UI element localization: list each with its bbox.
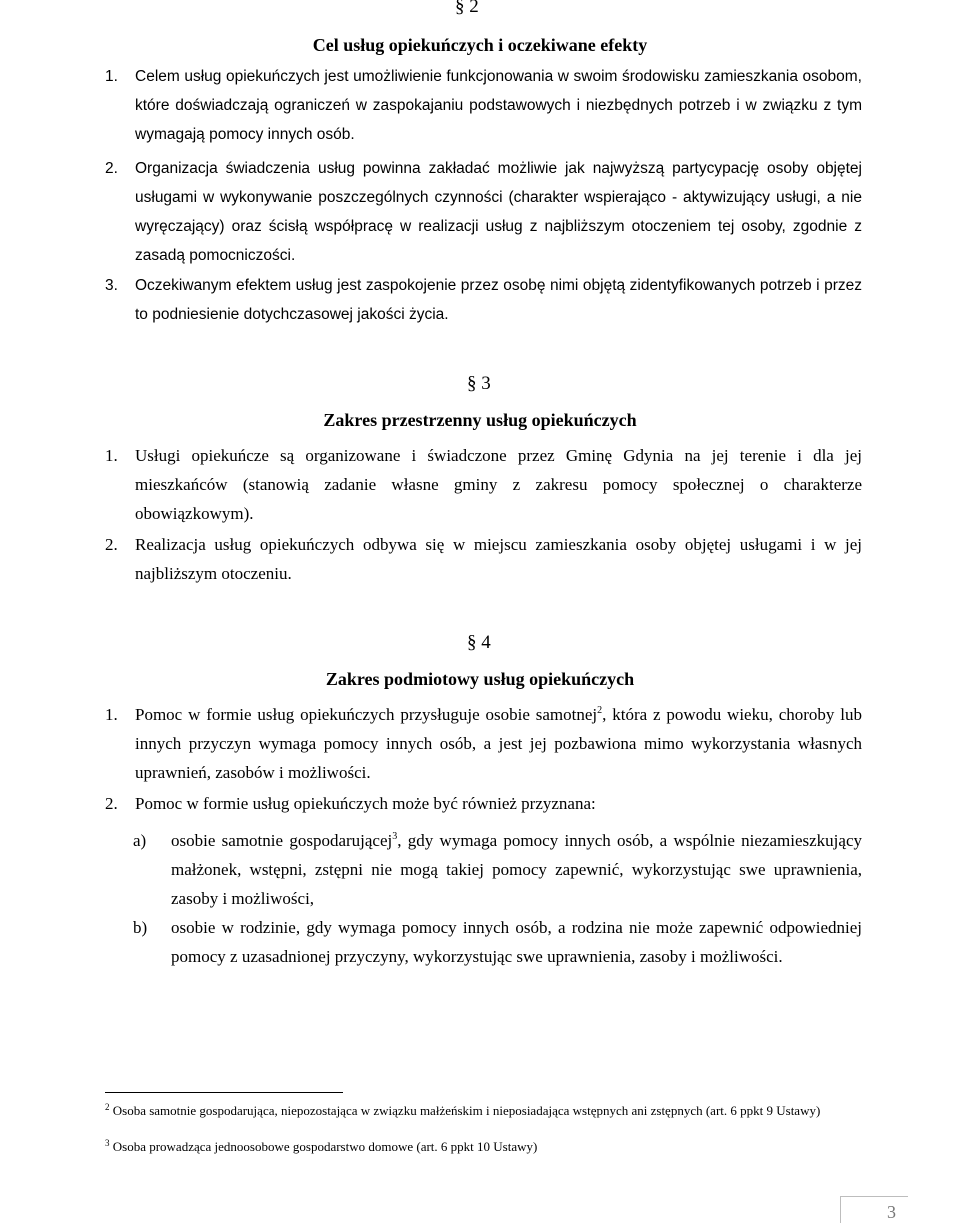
section-4-item-1: 1. Pomoc w formie usług opiekuńczych przysługuje osobie samotnej$^2$, która z powodu wieku, choroby lub innych przyczyn wymaga pomocy innych osób, a jest jej pozbawiona mimo wykorzystania własnych uprawnień, zasobów i możliwości. <box>105 705 862 782</box>
section-4-subitem-b: b) osobie w rodzinie, gdy wymaga pomocy innych osób, a rodzina nie może zapewnić odpowiedniej pomocy z uzasadnionej przyczyny, wykorzystując swe uprawnienia, zasoby i możliwości. <box>133 918 862 966</box>
footnote-ref-2[interactable]: 2 <box>597 705 603 716</box>
footnote-separator <box>105 1092 343 1093</box>
footnote-ref-3[interactable]: 3 <box>392 831 398 842</box>
section-2-item-2: 2. Organizacja świadczenia usług powinna zakładać możliwie jak najwyższą partycypację osoby objętej usługami w wykonywanie poszczególnych czynności (charakter wspierająco - aktywizujący usługi, a nie wyręczający) oraz ścisłą współpracę w realizacji usług z najbliższym otoczeniem tej osoby, zgodnie z zasadą pomocniczości. <box>105 160 862 264</box>
section-2-item-3: 3. Oczekiwanym efektem usług jest zaspokojenie przez osobę nimi objętą zidentyfikowanych potrzeb i przez to podniesienie dotychczasowej jakości życia. <box>105 277 862 323</box>
section-4-item-2: 2. Pomoc w formie usług opiekuńczych może być również przyznana: <box>105 794 596 813</box>
section-3-item-1: 1. Usługi opiekuńcze są organizowane i świadczone przez Gminę Gdynia na jej terenie i dla jej mieszkańców (stanowią zadanie własne gminy z zakresu pomocy społecznej o charakterze obowiązkowym). <box>105 446 862 523</box>
section-2-heading <box>455 0 479 18</box>
section-3-heading <box>467 373 491 395</box>
section-2-title: Cel usług opiekuńczych i oczekiwane efekty <box>312 35 648 55</box>
section-4-heading <box>467 632 491 654</box>
footnote-3: $^3$ Osoba prowadząca jednoosobowe gospodarstwo domowe (art. 6 ppkt 10 Ustawy) <box>105 1138 538 1154</box>
section-3-item-2: 2. Realizacja usług opiekuńczych odbywa się w miejscu zamieszkania osoby objętej usługami i w jej najbliższym otoczeniu. <box>105 535 862 583</box>
section-sign: § 4 <box>467 632 491 653</box>
section-2-item-1: 1. Celem usług opiekuńczych jest umożliwienie funkcjonowania w swoim środowisku zamieszkania osobom, które doświadczają ograniczeń w zaspokajaniu podstawowych i niezbędnych potrzeb i w związku z tym wymagają pomocy innych osób. <box>105 68 862 143</box>
section-4-subitem-a: a) osobie samotnie gospodarującej$^3$, gdy wymaga pomocy innych osób, a wspólnie niezamieszkujący małżonek, wstępni, zstępni nie mogą takiej pomocy zapewnić, wykorzystując swe uprawnienia, zasoby i możliwości, <box>133 831 862 908</box>
section-3-title: Zakres przestrzenny usług opiekuńczych <box>323 410 637 430</box>
section-sign: § 2 <box>455 0 479 17</box>
page-number: 3 <box>840 1196 908 1223</box>
section-sign: § 3 <box>467 373 491 394</box>
footnote-2: $^2$ Osoba samotnie gospodarująca, niepozostająca w związku małżeńskim i nieposiadająca wstępnych ani zstępnych (art. 6 ppkt 9 Ustawy) <box>105 1102 821 1118</box>
section-4-title: Zakres podmiotowy usług opiekuńczych <box>325 669 635 689</box>
